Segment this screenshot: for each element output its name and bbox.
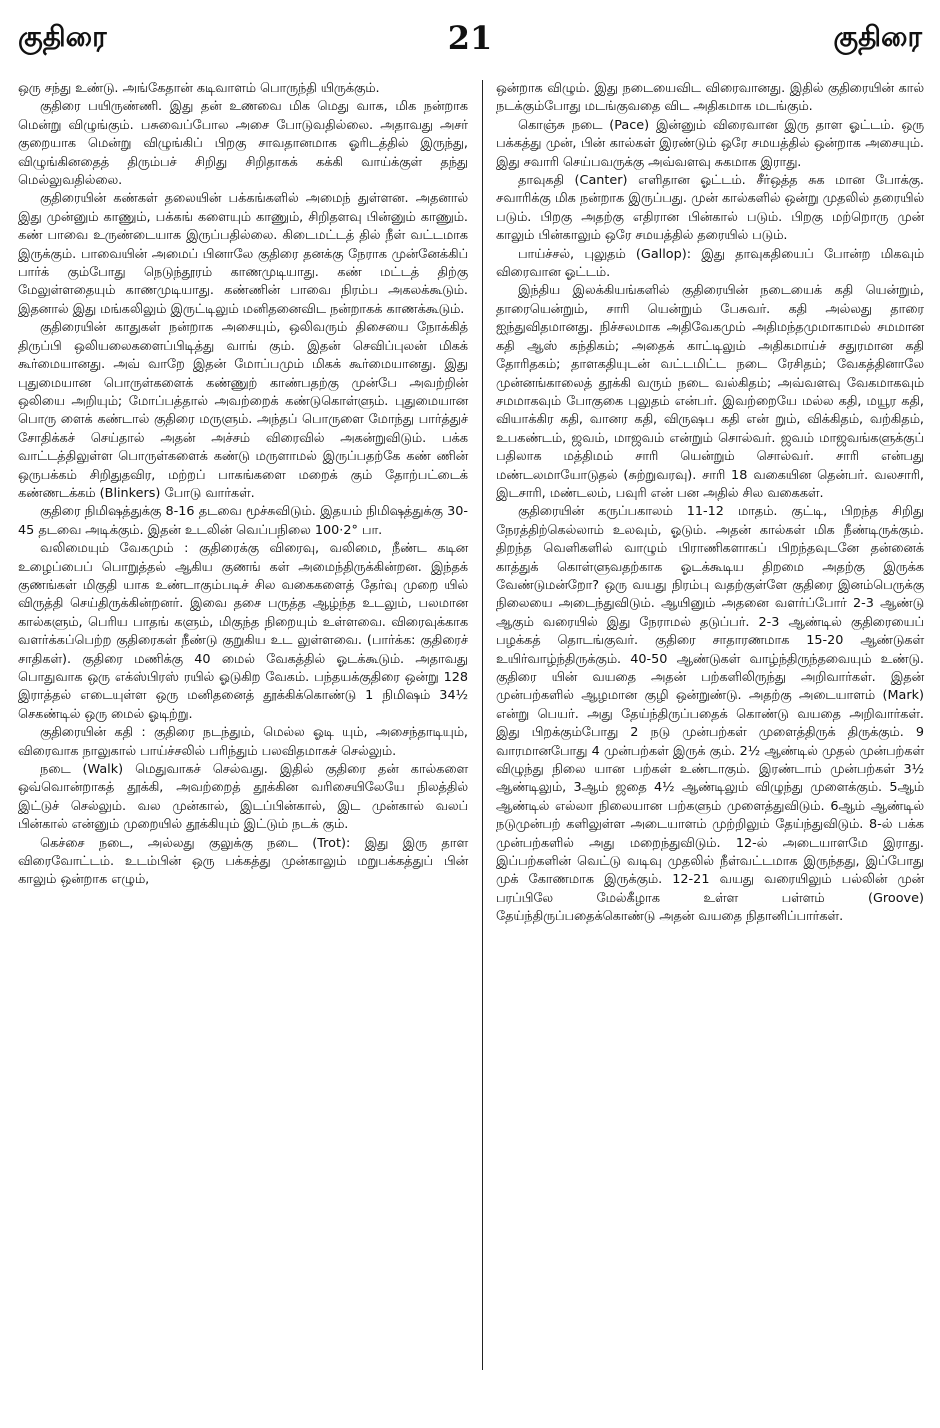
- running-title-left: குதிரை: [18, 19, 107, 53]
- paragraph: ஒன்றாக விழும். இது நடையைவிட விரைவானது. இதில் குதிரையின் கால் நடக்கும்போது மடங்குவதை விட அதிகமாக மடங்கும்.: [496, 81, 924, 115]
- paragraph: தாவுகதி (Canter) எளிதான ஓட்டம். சீர்ஒத்த சுக மான போக்கு. சவாரிக்கு மிக நன்றாக இருப்பது. முன் கால்களில் ஒன்று முதலில் தரையில் படும். பிறகு அதற்கு எதிரான பின்கால் படும். பிறகு மற்றொரு முன் காலும் பின்காலும் ஒரே சமயத்தில் தரையில் படும்.: [496, 173, 924, 244]
- paragraph: குதிரையின் காதுகள் நன்றாக அசையும், ஒலிவரும் திசையை நோக்கித் திருப்பி ஒலியலைகளைப்பிடித்து வாங் கும். இதன் செவிப்புலன் மிகக் கூர்மையானது. அவ் வாறே இதன் மோப்பமும் மிகக் கூர்மையானது. இது புதுமையான பொருள்களைக் கண்ணுற் காண்பதற்கு முன்பே அவற்றின் ஒலியை அறியும்; மோப்பத்தால் அவற்றைக் கண்டுகொள்ளும். புதுமையான பொரு ளைக் கண்டால் குதிரை மருளும். அந்தப் பொருளை மோந்து பார்த்துச் சோதிக்கச் செய்தால் அதன் அச்சம் விரைவில் அகன்றுவிடும். பக்க வாட்டத்திலுள்ள பொருள்களைக் கண்டு மருளாமல் இருப்பதற்கே கண் ணின் ஒருபக்கம் சிறிதுதவிர, மற்றப் பாகங்களை மறைக் கும் தோற்பட்டைக் கண்ணடக்கம் (Blinkers) போடு வார்கள்.: [18, 320, 468, 501]
- column-divider: [482, 80, 483, 1370]
- page-number: 21: [447, 19, 493, 57]
- paragraph: ஒரு சந்து உண்டு. அங்கேதான் கடிவாளம் பொருந்தி யிருக்கும்.: [18, 81, 380, 96]
- paragraph: நடை (Walk) மெதுவாகச் செல்வது. இதில் குதிரை தன் கால்களை ஒவ்வொன்றாகத் தூக்கி, அவற்றைத் தூக்கின வரிசையிலேயே நிலத்தில் இட்டுச் செல்லும். வல முன்கால், இடப்பின்கால், இட முன்கால் வலப் பின்கால் என்னும் முறையில் தூக்கியும் இட்டும் நடக் கும்.: [18, 762, 468, 833]
- paragraph: குதிரை பயிருண்ணி. இது தன் உணவை மிக மெது வாக, மிக நன்றாக மென்று விழுங்கும். பசுவைப்போல அசை போடுவதில்லை. அதாவது அசர் குறையாக மென்று விழுங்கிப் பிறகு சாவதானமாக ஓரிடத்தில் இருந்து, விழுங்கினதைத் திரும்பச் சிறிது சிறிதாகக் கக்கி வாய்க்குள் தந்து மெல்லுவதில்லை.: [18, 99, 468, 189]
- page-header: [18, 14, 922, 62]
- running-title-right: குதிரை: [833, 19, 922, 53]
- paragraph: பாய்ச்சல், புலுதம் (Gallop): இது தாவுகதியைப் போன்ற மிகவும் விரைவான ஓட்டம்.: [496, 246, 924, 281]
- paragraph: கொஞ்சு நடை (Pace) இன்னும் விரைவான இரு தாள ஓட்டம். ஒரு பக்கத்து முன், பின் கால்கள் இரண்டும் ஒரே சமயத்தில் ஒன்றாக அசையும். இது சவாரி செய்பவருக்கு அவ்வளவு சுகமாக இராது.: [496, 117, 924, 170]
- paragraph: இந்திய இலக்கியங்களில் குதிரையின் நடையைக் கதி யென்றும், தாரையென்றும், சாரி யென்றும் பேசுவர். கதி அல்லது தாரை ஐந்துவிதமானது. நிச்சலமாக அதிவேகமும் அதிமந்தமுமாகாமல் சமமான கதி ஆஸ் கந்திகம்; அதைக் காட்டிலும் அதிகமாய்ச் சதுரமான கதி தோரிதகம்; தாளகதியுடன் வட்டமிட்ட நடை ரேசிதம்; வேகத்தினாலே முன்னங்காலைத் தூக்கி வரும் நடை வல்கிதம்; அவ்வளவு வேகமாகவும் சமமாகவும் போகுகை புலுதம் என்பர். இவற்றையே மல்ல கதி, மயூர கதி, வியாக்கிர கதி, வானர கதி, விருஷப கதி என் றும், விக்கிதம், வற்கிதம், உபகண்டம், ஜவம், மாஜவம் என்றும் சொல்வர். ஜவம் மாஜவங்களுக்குப் பதிலாக மத்திமம் சாரி யென்றும் சொல்வர். சாரி என்பது மண்டலமாயோடுதல் (சுற்றுவரவு). சாரி 18 வகையின தென்பர். வலசாரி, இடசாரி, மண்டலம், பவுரி என் பன அதில் சில வகைகள்.: [496, 283, 924, 501]
- right-column: [496, 80, 924, 927]
- left-column: [18, 80, 468, 890]
- paragraph: வலிமையும் வேகமும் : குதிரைக்கு விரைவு, வலிமை, நீண்ட கடின உழைப்பைப் பொறுத்தல் ஆகிய குணங் கள் அமைந்திருக்கின்றன. இந்தக் குணங்கள் மிகுதி யாக உண்டாகும்படிச் சில வகைகளைத் தேர்வு முறை யில் விருத்தி செய்திருக்கின்றனர். இவை தசை பருத்த ஆழ்ந்த உடலும், பலமான கால்களும், பெரிய பாதங் களும், மிகுந்த நிறையும் உள்ளவை. விரைவுக்காக வளர்க்கப்பெற்ற குதிரைகள் நீண்டு குறுகிய உட லுள்ளவை. (பார்க்க: குதிரைச் சாதிகள்). குதிரை மணிக்கு 40 மைல் வேகத்தில் ஓடக்கூடும். அதாவது பொதுவாக ஒரு எக்ஸ்பிரஸ் ரயில் ஓடுகிற வேகம். பந்தயக்குதிரை ஒன்று 128 இராத்தல் எடையுள்ள ஒரு மனிதனைத் தூக்கிக்கொண்டு 1 நிமிஷம் 34½ செகண்டில் ஒரு மைல் ஓடிற்று.: [18, 541, 468, 722]
- paragraph: குதிரையின் கதி : குதிரை நடந்தும், மெல்ல ஓடி யும், அசைந்தாடியும், விரைவாக நாலுகால் பாய்ச்சலில் பரிந்தும் பலவிதமாகச் செல்லும்.: [18, 725, 468, 759]
- paragraph: குதிரையின் கருப்பகாலம் 11-12 மாதம். குட்டி, பிறந்த சிறிது நேரத்திற்கெல்லாம் உலவும், ஓடும். அதன் கால்கள் மிக நீண்டிருக்கும். திறந்த வெளிகளில் வாழும் பிராணிகளாகப் பிறந்தவுடனே தன்னைக் காத்துக் கொள்ளுவதற்காக ஓடக்கூடிய திறமை அதற்கு இருக்க வேண்டுமன்றோ? ஒரு வயது நிரம்பு வதற்குள்ளே குதிரை இனம்பெருக்கு நிலையை அடைந்துவிடும். ஆயினும் அதனை வளர்ப்போர் 2-3 ஆண்டு ஆகும் வரையில் இது நேராமல் தடுப்பர். 2-3 ஆண்டில் குதிரையைப் பழக்கத் தொடங்குவர். குதிரை சாதாரணமாக 15-20 ஆண்டுகள் உயிர்வாழ்ந்திருக்கும். 40-50 ஆண்டுகள் வாழ்ந்திருந்தவையும் உண்டு. குதிரை யின் வயதை அதன் பற்களிலிருந்து அறிவார்கள். இதன் முன்பற்களில் ஆழமான குழி ஒன்றுண்டு. அதற்கு அடையாளம் (Mark) என்று பெயர். அது தேய்ந்திருப்பதைக் கொண்டு வயதை அறிவார்கள். இது பிறக்கும்போது 2 நடு முன்பற்கள் முளைத்திருக் திருக்கும். 9 வாரமானபோது 4 முன்பற்கள் இருக் கும். 2½ ஆண்டில் முதல் முன்பற்கள் விழுந்து நிலை யான பற்கள் உண்டாகும். இரண்டாம் முன்பற்கள் 3½ ஆண்டிலும், 3ஆம் ஜதை 4½ ஆண்டிலும் விழுந்து முளைக்கும். 5ஆம் ஆண்டில் எல்லா நிலையான பற்களும் முளைத்துவிடும். 6ஆம் ஆண்டில் நடுமுன்பற் களிலுள்ள அடையாளம் முற்றிலும் தேய்ந்துவிடும். 8-ல் பக்க முன்பற்களில் அது மறைந்துவிடும். 12-ல் அடையாளமே இராது. இப்பற்களின் வெட்டு வடிவு முதலில் நீள்வட்டமாக இருந்தது, இப்போது முக் கோணமாக இருக்கும். 12-21 வயது வரையிலும் பல்லின் முன் பரப்பிலே மேல்கீழாக உள்ள பள்ளம் (Groove) தேய்ந்திருப்பதைக்கொண்டு அதன் வயதை நிதானிப்பார்கள்.: [496, 504, 924, 925]
- paragraph: குதிரையின் கண்கள் தலையின் பக்கங்களில் அமைந் துள்ளன. அதனால் இது முன்னும் காணும், பக்கங் களையும் காணும், சிறிதளவு பின்னும் காணும். கண் பாவை உருண்டையாக இருப்பதில்லை. கிடைமட்டத் தில் நீள் வட்டமாக இருக்கும். பாவையின் அமைப் பினாலே குதிரை தனக்கு நேராக முன்னேக்கிப் பார்க் கும்போது நெடுந்தூரம் காணமுடியாது. கண் மட்டத் திற்கு மேலுள்ளதையும் காணமுடியாது. கண்ணின் பாவை நிரம்ப அகலக்கூடும். இதனால் இது மங்கலிலும் இருட்டிலும் மனிதனைவிட நன்றாகக் காணக்கூடும்.: [18, 191, 468, 317]
- paragraph: கெச்சை நடை, அல்லது குலுக்கு நடை (Trot): இது இரு தாள விரைவோட்டம். உடம்பின் ஒரு பக்கத்து முன்காலும் மறுபக்கத்துப் பின் காலும் ஒன்றாக எழும்,: [18, 835, 468, 888]
- paragraph: குதிரை நிமிஷத்துக்கு 8-16 தடவை மூச்சுவிடும். இதயம் நிமிஷத்துக்கு 30-45 தடவை அடிக்கும். இதன் உடலின் வெப்பநிலை 100·2° பா.: [18, 504, 468, 538]
